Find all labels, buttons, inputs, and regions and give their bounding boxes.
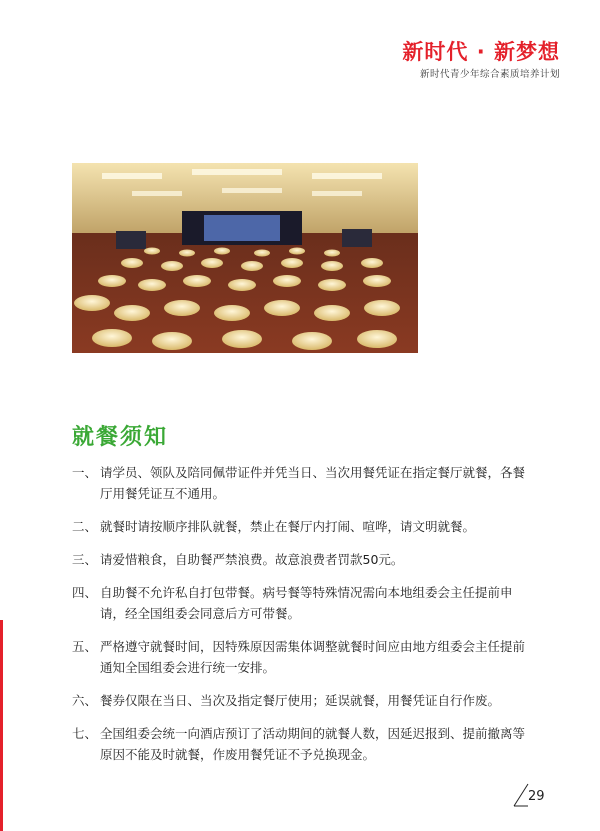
notice-text: 请学员、领队及陪同佩带证件并凭当日、当次用餐凭证在指定餐厅就餐，各餐厅用餐凭证互不通用。: [100, 465, 526, 501]
header-subtitle: 新时代青少年综合素质培养计划: [419, 69, 560, 80]
notice-text: 请爱惜粮食，自助餐严禁浪费。故意浪费者罚款50元。: [100, 552, 404, 567]
notice-number: 六、: [72, 693, 98, 708]
page-number: 29: [528, 789, 545, 804]
notice-number: 五、: [72, 639, 98, 654]
dining-notice-list: [72, 462, 532, 777]
notice-number: 三、: [72, 552, 98, 567]
notice-item: [72, 690, 532, 711]
notice-text: 自助餐不允许私自打包带餐。病号餐等特殊情况需向本地组委会主任提前申请，经全国组委会同意后方可带餐。: [100, 585, 513, 621]
left-edge-bar: [0, 620, 3, 831]
notice-item: [72, 723, 532, 765]
notice-number: 七、: [72, 726, 98, 741]
notice-number: 四、: [72, 585, 98, 600]
notice-number: 二、: [72, 519, 98, 534]
banquet-hall-photo: [72, 163, 418, 353]
notice-text: 严格遵守就餐时间，因特殊原因需集体调整就餐时间应由地方组委会主任提前通知全国组委会进行统一安排。: [100, 639, 526, 675]
notice-item: [72, 516, 532, 537]
notice-text: 全国组委会统一向酒店预订了活动期间的就餐人数，因延迟报到、提前撤离等原因不能及时就餐，作废用餐凭证不予兑换现金。: [100, 726, 526, 762]
notice-text: 餐券仅限在当日、当次及指定餐厅使用；延误就餐，用餐凭证自行作废。: [100, 693, 501, 708]
notice-item: [72, 462, 532, 504]
header-title: 新时代 · 新梦想: [402, 40, 560, 64]
notice-item: [72, 636, 532, 678]
section-title: 就餐须知: [72, 425, 169, 450]
notice-number: 一、: [72, 465, 98, 480]
notice-item: [72, 549, 532, 570]
notice-text: 就餐时请按顺序排队就餐，禁止在餐厅内打闹、喧哗，请文明就餐。: [100, 519, 476, 534]
notice-item: [72, 582, 532, 624]
